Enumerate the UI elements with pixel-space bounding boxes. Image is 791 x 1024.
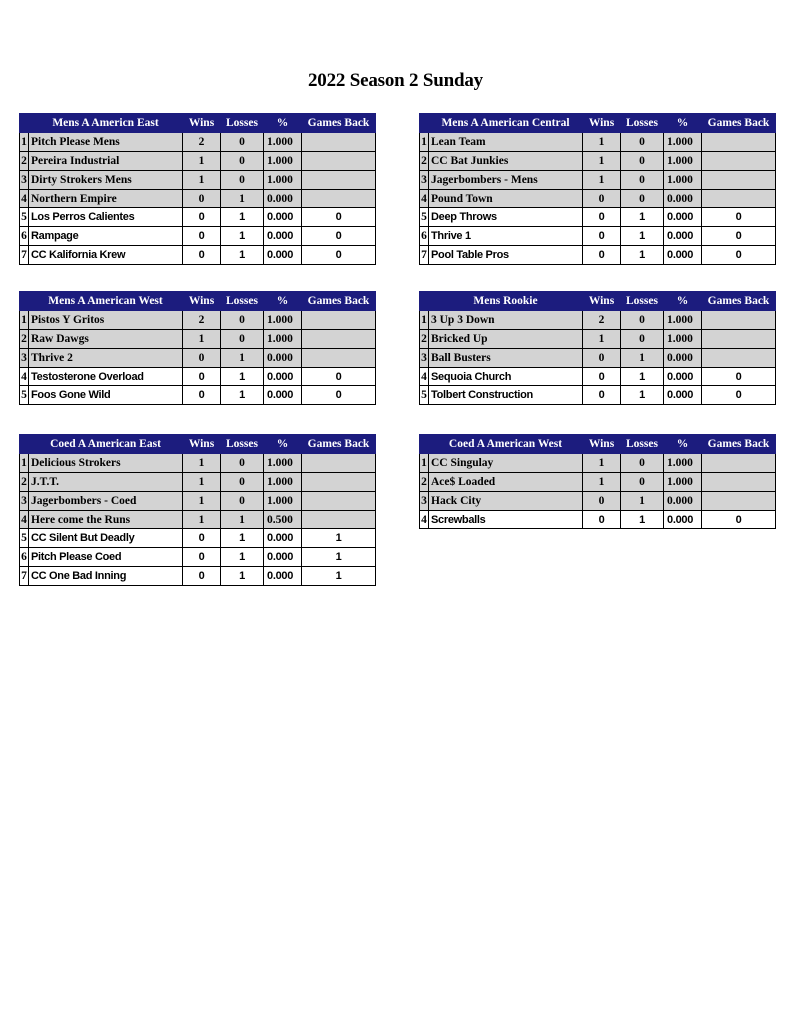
team-pct: 0.500 [264,510,302,529]
header-games-back: Games Back [702,114,776,133]
team-pct: 0.000 [264,246,302,265]
table-row [20,453,376,472]
team-games-back [702,151,776,170]
team-pct: 0.000 [264,367,302,386]
team-rank: 7 [420,246,429,265]
team-wins: 1 [583,170,621,189]
team-rank: 4 [420,367,429,386]
team-pct: 1.000 [664,170,702,189]
table-row [420,348,776,367]
team-wins: 2 [183,132,221,151]
table-row [20,151,376,170]
team-rank: 2 [20,472,29,491]
team-games-back: 1 [302,529,376,548]
team-games-back: 0 [302,227,376,246]
table-header-row [420,292,776,311]
team-pct: 1.000 [264,132,302,151]
team-pct: 1.000 [664,472,702,491]
team-name: Sequoia Church [429,367,583,386]
team-rank: 6 [20,548,29,567]
header-wins: Wins [583,435,621,454]
team-games-back [302,472,376,491]
team-wins: 0 [183,529,221,548]
team-name: Screwballs [429,510,583,529]
table-row [420,170,776,189]
team-pct: 1.000 [664,310,702,329]
table-row [20,246,376,265]
header-losses: Losses [221,114,264,133]
team-pct: 0.000 [264,208,302,227]
team-losses: 1 [621,367,664,386]
team-games-back: 0 [702,227,776,246]
team-wins: 1 [183,491,221,510]
team-name: Pereira Industrial [29,151,183,170]
team-name: Pound Town [429,189,583,208]
team-pct: 0.000 [664,246,702,265]
table-header-row [20,292,376,311]
team-losses: 1 [221,189,264,208]
header-losses: Losses [621,114,664,133]
team-wins: 0 [183,548,221,567]
header-blank [20,435,29,454]
team-pct: 0.000 [264,386,302,405]
team-name: Here come the Runs [29,510,183,529]
standings-table [419,291,776,405]
header-wins: Wins [183,114,221,133]
team-pct: 0.000 [264,348,302,367]
team-name: Pool Table Pros [429,246,583,265]
team-games-back [702,491,776,510]
table-row [20,329,376,348]
team-losses: 0 [221,151,264,170]
header-games-back: Games Back [302,435,376,454]
team-name: 3 Up 3 Down [429,310,583,329]
team-wins: 0 [583,227,621,246]
table-row [420,491,776,510]
team-name: Thrive 2 [29,348,183,367]
team-wins: 1 [183,510,221,529]
team-name: Lean Team [429,132,583,151]
team-wins: 2 [183,310,221,329]
team-name: Ace$ Loaded [429,472,583,491]
team-name: CC Bat Junkies [429,151,583,170]
team-losses: 1 [621,491,664,510]
team-losses: 1 [221,227,264,246]
header-blank [420,292,429,311]
team-games-back [702,329,776,348]
team-losses: 1 [621,386,664,405]
team-pct: 1.000 [264,472,302,491]
team-losses: 0 [621,329,664,348]
team-rank: 1 [420,132,429,151]
table-row [20,367,376,386]
team-losses: 1 [621,208,664,227]
team-pct: 1.000 [664,151,702,170]
header-pct: % [664,292,702,311]
header-blank [420,114,429,133]
team-games-back: 1 [302,567,376,586]
team-pct: 0.000 [264,529,302,548]
team-games-back [702,472,776,491]
team-games-back: 0 [702,208,776,227]
team-games-back: 0 [702,367,776,386]
header-losses: Losses [621,435,664,454]
header-blank [420,435,429,454]
table-row [420,227,776,246]
division-name: Coed A American East [29,435,183,454]
team-pct: 0.000 [664,227,702,246]
team-name: Deep Throws [429,208,583,227]
team-name: CC Kalifornia Krew [29,246,183,265]
team-pct: 1.000 [264,310,302,329]
team-rank: 3 [20,491,29,510]
team-name: CC Singulay [429,453,583,472]
team-name: Delicious Strokers [29,453,183,472]
table-header-row [20,435,376,454]
team-rank: 4 [20,189,29,208]
table-row [20,189,376,208]
team-games-back [702,348,776,367]
team-wins: 1 [583,132,621,151]
team-losses: 1 [221,529,264,548]
team-games-back: 0 [702,246,776,265]
team-losses: 0 [221,329,264,348]
team-rank: 3 [20,170,29,189]
team-games-back [302,348,376,367]
team-rank: 4 [20,510,29,529]
header-games-back: Games Back [302,292,376,311]
team-name: Pitch Please Mens [29,132,183,151]
team-wins: 0 [583,491,621,510]
table-header-row [20,114,376,133]
standings-table [19,434,376,586]
team-games-back: 0 [302,246,376,265]
team-wins: 0 [583,386,621,405]
team-wins: 0 [183,567,221,586]
team-games-back [302,132,376,151]
team-losses: 0 [221,170,264,189]
team-rank: 4 [420,189,429,208]
team-games-back [302,151,376,170]
team-losses: 1 [621,227,664,246]
team-rank: 2 [420,329,429,348]
division-name: Mens A American West [29,292,183,311]
header-wins: Wins [183,292,221,311]
team-pct: 0.000 [264,227,302,246]
team-name: CC One Bad Inning [29,567,183,586]
team-rank: 4 [420,510,429,529]
team-wins: 2 [583,310,621,329]
table-row [20,132,376,151]
header-pct: % [264,435,302,454]
team-losses: 0 [221,453,264,472]
team-rank: 3 [420,491,429,510]
team-losses: 1 [221,348,264,367]
team-pct: 0.000 [664,510,702,529]
team-wins: 1 [183,472,221,491]
table-row [20,227,376,246]
team-name: Ball Busters [429,348,583,367]
team-losses: 0 [221,310,264,329]
team-rank: 1 [420,453,429,472]
team-name: Northern Empire [29,189,183,208]
team-wins: 0 [183,246,221,265]
table-header-row [420,435,776,454]
table-row [420,246,776,265]
header-pct: % [664,435,702,454]
team-name: Testosterone Overload [29,367,183,386]
team-rank: 4 [20,367,29,386]
header-games-back: Games Back [302,114,376,133]
table-row [20,472,376,491]
standings-table [419,434,776,529]
table-row [420,310,776,329]
table-row [420,367,776,386]
team-games-back [702,132,776,151]
table-row [420,510,776,529]
team-name: Pistos Y Gritos [29,310,183,329]
team-name: J.T.T. [29,472,183,491]
team-rank: 6 [420,227,429,246]
team-rank: 1 [420,310,429,329]
table-row [20,491,376,510]
table-row [20,170,376,189]
table-row [420,386,776,405]
team-rank: 5 [420,386,429,405]
team-pct: 1.000 [264,491,302,510]
team-losses: 0 [621,453,664,472]
team-name: Pitch Please Coed [29,548,183,567]
team-losses: 1 [221,567,264,586]
header-pct: % [264,114,302,133]
team-name: CC Silent But Deadly [29,529,183,548]
table-row [420,189,776,208]
team-rank: 5 [20,529,29,548]
team-pct: 0.000 [264,189,302,208]
team-losses: 0 [221,472,264,491]
team-name: Foos Gone Wild [29,386,183,405]
team-games-back [702,310,776,329]
team-name: Dirty Strokers Mens [29,170,183,189]
header-wins: Wins [183,435,221,454]
team-pct: 0.000 [664,491,702,510]
team-wins: 1 [583,472,621,491]
table-row [420,453,776,472]
team-games-back [302,510,376,529]
team-pct: 0.000 [264,548,302,567]
table-row [20,310,376,329]
page-title: 2022 Season 2 Sunday [308,70,483,91]
team-wins: 0 [183,386,221,405]
team-rank: 2 [420,472,429,491]
table-row [20,548,376,567]
team-name: Raw Dawgs [29,329,183,348]
header-losses: Losses [221,292,264,311]
table-row [20,348,376,367]
team-wins: 0 [183,208,221,227]
team-rank: 1 [20,453,29,472]
team-pct: 1.000 [264,329,302,348]
header-pct: % [664,114,702,133]
team-games-back: 0 [702,386,776,405]
table-row [20,386,376,405]
header-blank [20,292,29,311]
team-name: Tolbert Construction [429,386,583,405]
team-wins: 1 [183,151,221,170]
team-pct: 0.000 [264,567,302,586]
standings-table [19,291,376,405]
team-pct: 0.000 [664,189,702,208]
team-rank: 3 [420,348,429,367]
team-losses: 1 [621,246,664,265]
header-wins: Wins [583,114,621,133]
team-wins: 0 [583,189,621,208]
team-losses: 1 [221,548,264,567]
team-games-back [302,491,376,510]
team-wins: 0 [583,510,621,529]
team-pct: 1.000 [664,453,702,472]
team-games-back: 0 [302,386,376,405]
team-games-back: 0 [702,510,776,529]
team-name: Rampage [29,227,183,246]
team-losses: 0 [621,310,664,329]
team-name: Hack City [429,491,583,510]
table-header-row [420,114,776,133]
team-games-back [302,453,376,472]
team-name: Jagerbombers - Coed [29,491,183,510]
team-pct: 0.000 [664,208,702,227]
team-losses: 1 [221,367,264,386]
team-pct: 1.000 [664,132,702,151]
team-pct: 1.000 [664,329,702,348]
team-losses: 1 [221,208,264,227]
team-games-back: 1 [302,548,376,567]
team-losses: 0 [621,151,664,170]
team-rank: 6 [20,227,29,246]
team-wins: 0 [183,367,221,386]
team-rank: 1 [20,310,29,329]
team-wins: 0 [583,246,621,265]
team-rank: 2 [20,329,29,348]
team-wins: 0 [183,189,221,208]
table-row [20,567,376,586]
team-wins: 0 [183,348,221,367]
table-row [420,132,776,151]
header-games-back: Games Back [702,435,776,454]
header-blank [20,114,29,133]
header-pct: % [264,292,302,311]
team-pct: 1.000 [264,151,302,170]
team-wins: 0 [583,208,621,227]
team-games-back [702,189,776,208]
table-row [420,208,776,227]
team-games-back [302,170,376,189]
header-losses: Losses [621,292,664,311]
team-rank: 2 [420,151,429,170]
team-rank: 5 [20,386,29,405]
header-games-back: Games Back [702,292,776,311]
team-name: Bricked Up [429,329,583,348]
team-losses: 1 [221,510,264,529]
team-pct: 0.000 [664,367,702,386]
team-wins: 1 [183,329,221,348]
team-games-back: 0 [302,208,376,227]
team-games-back [702,170,776,189]
table-row [420,472,776,491]
team-wins: 1 [183,170,221,189]
team-losses: 1 [621,510,664,529]
table-row [420,151,776,170]
team-wins: 1 [583,453,621,472]
team-games-back [702,453,776,472]
team-name: Jagerbombers - Mens [429,170,583,189]
team-rank: 1 [20,132,29,151]
team-wins: 0 [583,367,621,386]
team-losses: 1 [221,386,264,405]
team-name: Los Perros Calientes [29,208,183,227]
team-wins: 0 [183,227,221,246]
team-wins: 0 [583,348,621,367]
team-pct: 0.000 [664,348,702,367]
team-pct: 1.000 [264,453,302,472]
division-name: Mens A Americn East [29,114,183,133]
division-name: Coed A American West [429,435,583,454]
team-wins: 1 [183,453,221,472]
team-name: Thrive 1 [429,227,583,246]
team-losses: 1 [221,246,264,265]
team-rank: 7 [20,567,29,586]
table-row [420,329,776,348]
team-losses: 0 [621,132,664,151]
team-games-back [302,189,376,208]
division-name: Mens A American Central [429,114,583,133]
team-games-back [302,329,376,348]
team-losses: 0 [621,189,664,208]
team-rank: 3 [420,170,429,189]
team-rank: 5 [420,208,429,227]
team-losses: 0 [621,472,664,491]
standings-table [19,113,376,265]
team-wins: 1 [583,151,621,170]
team-wins: 1 [583,329,621,348]
team-losses: 1 [621,348,664,367]
table-row [20,529,376,548]
team-pct: 1.000 [264,170,302,189]
team-rank: 3 [20,348,29,367]
standings-table [419,113,776,265]
table-row [20,208,376,227]
team-losses: 0 [621,170,664,189]
header-wins: Wins [583,292,621,311]
header-losses: Losses [221,435,264,454]
table-row [20,510,376,529]
team-losses: 0 [221,132,264,151]
team-rank: 5 [20,208,29,227]
team-losses: 0 [221,491,264,510]
team-games-back: 0 [302,367,376,386]
team-rank: 2 [20,151,29,170]
division-name: Mens Rookie [429,292,583,311]
team-games-back [302,310,376,329]
team-pct: 0.000 [664,386,702,405]
team-rank: 7 [20,246,29,265]
